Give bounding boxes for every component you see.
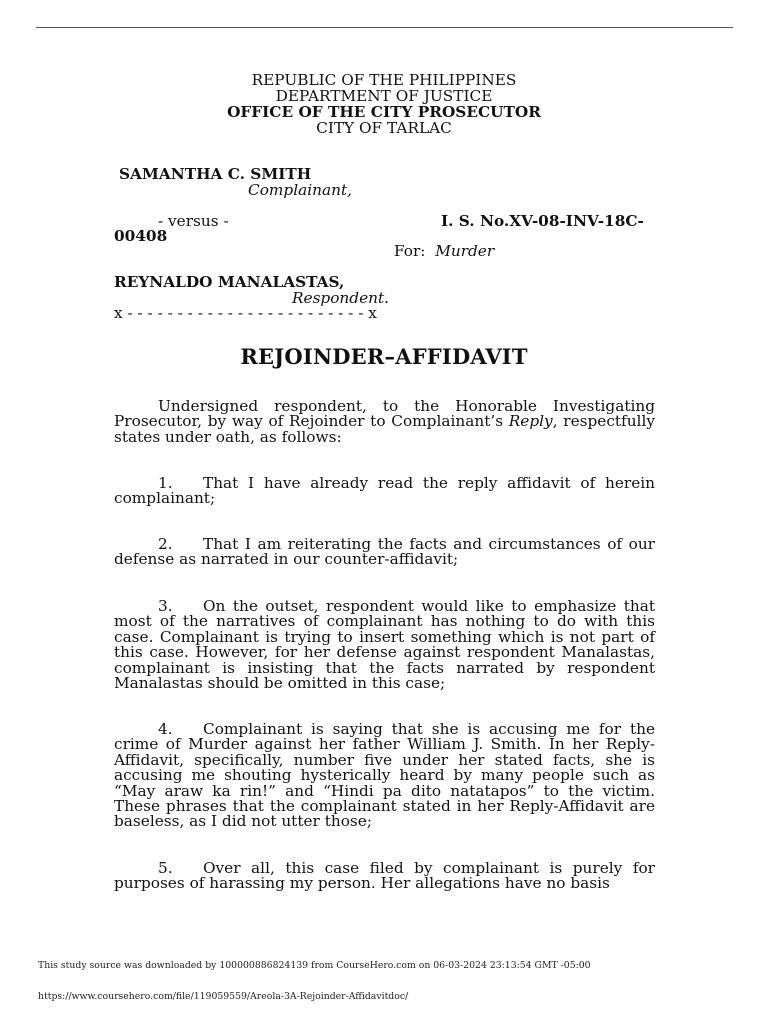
respondent-role: Respondent. (292, 289, 389, 307)
paragraph-2 (114, 537, 655, 568)
item-number: 3. (158, 597, 173, 615)
for-label: For: (394, 242, 426, 260)
paragraph-3 (114, 599, 655, 691)
case-number-continued: 00408 (114, 227, 168, 245)
intro-text-b: , respectfully states under oath, as follows: (114, 412, 655, 446)
header-republic: REPUBLIC OF THE PHILIPPINES (251, 71, 517, 89)
top-rule (36, 27, 733, 28)
source-url[interactable]: https://www.coursehero.com/file/119059559/Areola-3A-Rejoinder-Affidavitdoc/ (38, 991, 409, 1002)
paragraph-4 (114, 722, 655, 830)
intro-reply-word: Reply (508, 412, 553, 431)
complainant-role: Complainant, (248, 181, 352, 199)
respondent-name: REYNALDO MANALASTAS, (114, 273, 345, 291)
item-text: On the outset, respondent would like to emphasize that most of the narratives of complainant has nothing to do with this case. Complainant is trying to insert something which is not part of this case. However, for her defense against respondent Manalastas, complainant is insisting that the facts narrated by respondent Manalastas should be omitted in this case; (114, 597, 655, 693)
download-notice: This study source was downloaded by 100000886824139 from CourseHero.com on 06-03-2024 23:13:54 GMT -05:00 (38, 960, 591, 971)
document-title: REJOINDER–AFFIDAVIT (240, 344, 528, 369)
versus-label: - versus - (158, 212, 229, 230)
caption-divider: x - - - - - - - - - - - - - - - - - - - - - - - - x (114, 304, 377, 322)
item-text: That I am reiterating the facts and circumstances of our defense as narrated in our counter-affidavit; (114, 535, 655, 569)
item-text: Over all, this case filed by complainant is purely for purposes of harassing my person. Her allegations have no basis (114, 859, 655, 893)
item-number: 2. (158, 535, 173, 553)
header-city: CITY OF TARLAC (316, 119, 452, 137)
paragraph-5 (114, 861, 655, 892)
intro-text-a: Undersigned respondent, to the Honorable Investigating Prosecutor, by way of Rejoinder to Complainant’s (114, 397, 655, 431)
paragraph-1 (114, 476, 655, 507)
item-number: 5. (158, 859, 173, 877)
item-text: That I have already read the reply affidavit of herein complainant; (114, 474, 655, 508)
header-office: OFFICE OF THE CITY PROSECUTOR (227, 103, 541, 121)
offense-line (394, 243, 494, 259)
intro-paragraph (114, 399, 655, 445)
item-text: Complainant is saying that she is accusing me for the crime of Murder against her father William J. Smith. In her Reply-Affidavit, specifically, number five under her stated facts, she is accusing me shouting hysterically heard by many people such as “May araw ka rin!” and “Hindi pa dito natatapos” to the victim. These phrases that the complainant stated in her Reply-Affidavit are baseless, as I did not utter those; (114, 720, 655, 831)
item-number: 1. (158, 474, 173, 492)
complainant-name: SAMANTHA C. SMITH (119, 165, 312, 183)
offense-name: Murder (435, 242, 495, 260)
item-number: 4. (158, 720, 173, 738)
header-department: DEPARTMENT OF JUSTICE (275, 87, 493, 105)
case-number: I. S. No.XV-08-INV-18C- (441, 212, 644, 230)
